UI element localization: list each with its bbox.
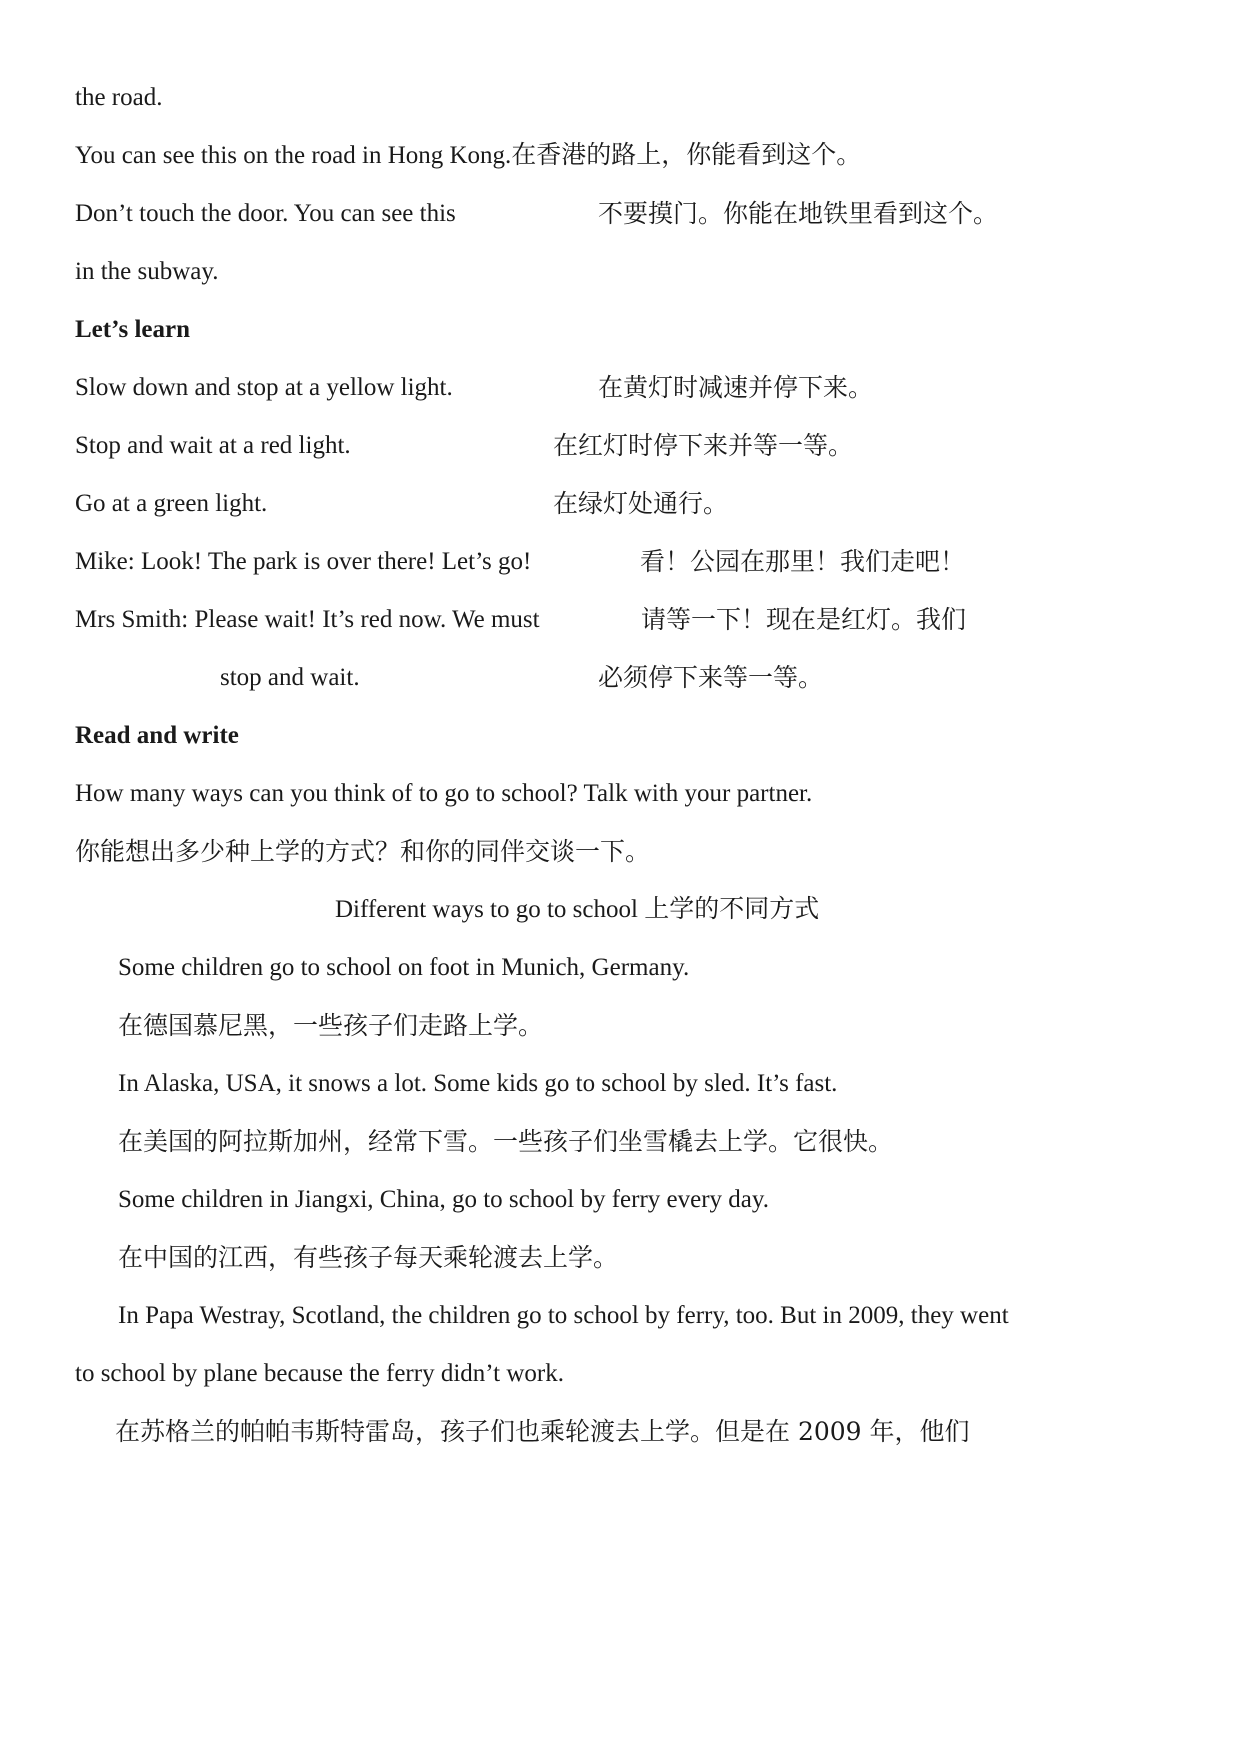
text-line: the road. (75, 84, 163, 111)
text-line: How many ways can you think of to go to school? Talk with your partner. (75, 780, 813, 807)
text-line-chinese: 在红灯时停下来并等一等。 (553, 431, 854, 460)
paragraph-line: 在中国的江西，有些孩子每天乘轮渡去上学。 (118, 1243, 619, 1272)
text-line-english: Slow down and stop at a yellow light. (75, 374, 453, 401)
dialogue-line-english: Mike: Look! The park is over there! Let’s go! (75, 548, 532, 575)
paragraph-line: Some children go to school on foot in Munich, Germany. (118, 954, 690, 981)
paragraph-line: 在德国慕尼黑，一些孩子们走路上学。 (118, 1011, 544, 1040)
paragraph-line: to school by plane because the ferry didn’t work. (75, 1360, 564, 1387)
text-line: in the subway. (75, 258, 219, 285)
dialogue-line-english: stop and wait. (220, 664, 360, 691)
paragraph-line: In Alaska, USA, it snows a lot. Some kids go to school by sled. It’s fast. (118, 1070, 838, 1097)
text-line-english: Don’t touch the door. You can see this (75, 200, 456, 227)
text-line: 你能想出多少种上学的方式？和你的同伴交谈一下。 (75, 837, 651, 866)
text-line-chinese: 不要摸门。你能在地铁里看到这个。 (598, 199, 999, 228)
text-line-chinese: 在黄灯时减速并停下来。 (598, 373, 874, 402)
dialogue-line-chinese: 请等一下！现在是红灯。我们 (641, 605, 967, 634)
section-heading-read-and-write: Read and write (75, 722, 239, 749)
paragraph-line: 在美国的阿拉斯加州，经常下雪。一些孩子们坐雪橇去上学。它很快。 (118, 1127, 894, 1156)
text-line-english: Stop and wait at a red light. (75, 432, 351, 459)
dialogue-line-chinese: 必须停下来等一等。 (598, 663, 824, 692)
text-line-english: Go at a green light. (75, 490, 268, 517)
dialogue-line-english: Mrs Smith: Please wait! It’s red now. We must (75, 606, 540, 633)
text-line-chinese: 在绿灯处通行。 (553, 489, 729, 518)
text-line: You can see this on the road in Hong Kong.在香港的路上，你能看到这个。 (75, 142, 862, 169)
section-heading-lets-learn: Let’s learn (75, 316, 191, 343)
dialogue-line-chinese: 看！公园在那里！我们走吧！ (640, 547, 966, 576)
passage-title: Different ways to go to school 上学的不同方式 (335, 896, 820, 923)
paragraph-line: In Papa Westray, Scotland, the children go to school by ferry, too. But in 2009, they went (118, 1302, 1009, 1329)
paragraph-line: Some children in Jiangxi, China, go to school by ferry every day. (118, 1186, 770, 1213)
paragraph-line: 在苏格兰的帕帕韦斯特雷岛，孩子们也乘轮渡去上学。但是在 2009 年，他们 (115, 1417, 970, 1446)
